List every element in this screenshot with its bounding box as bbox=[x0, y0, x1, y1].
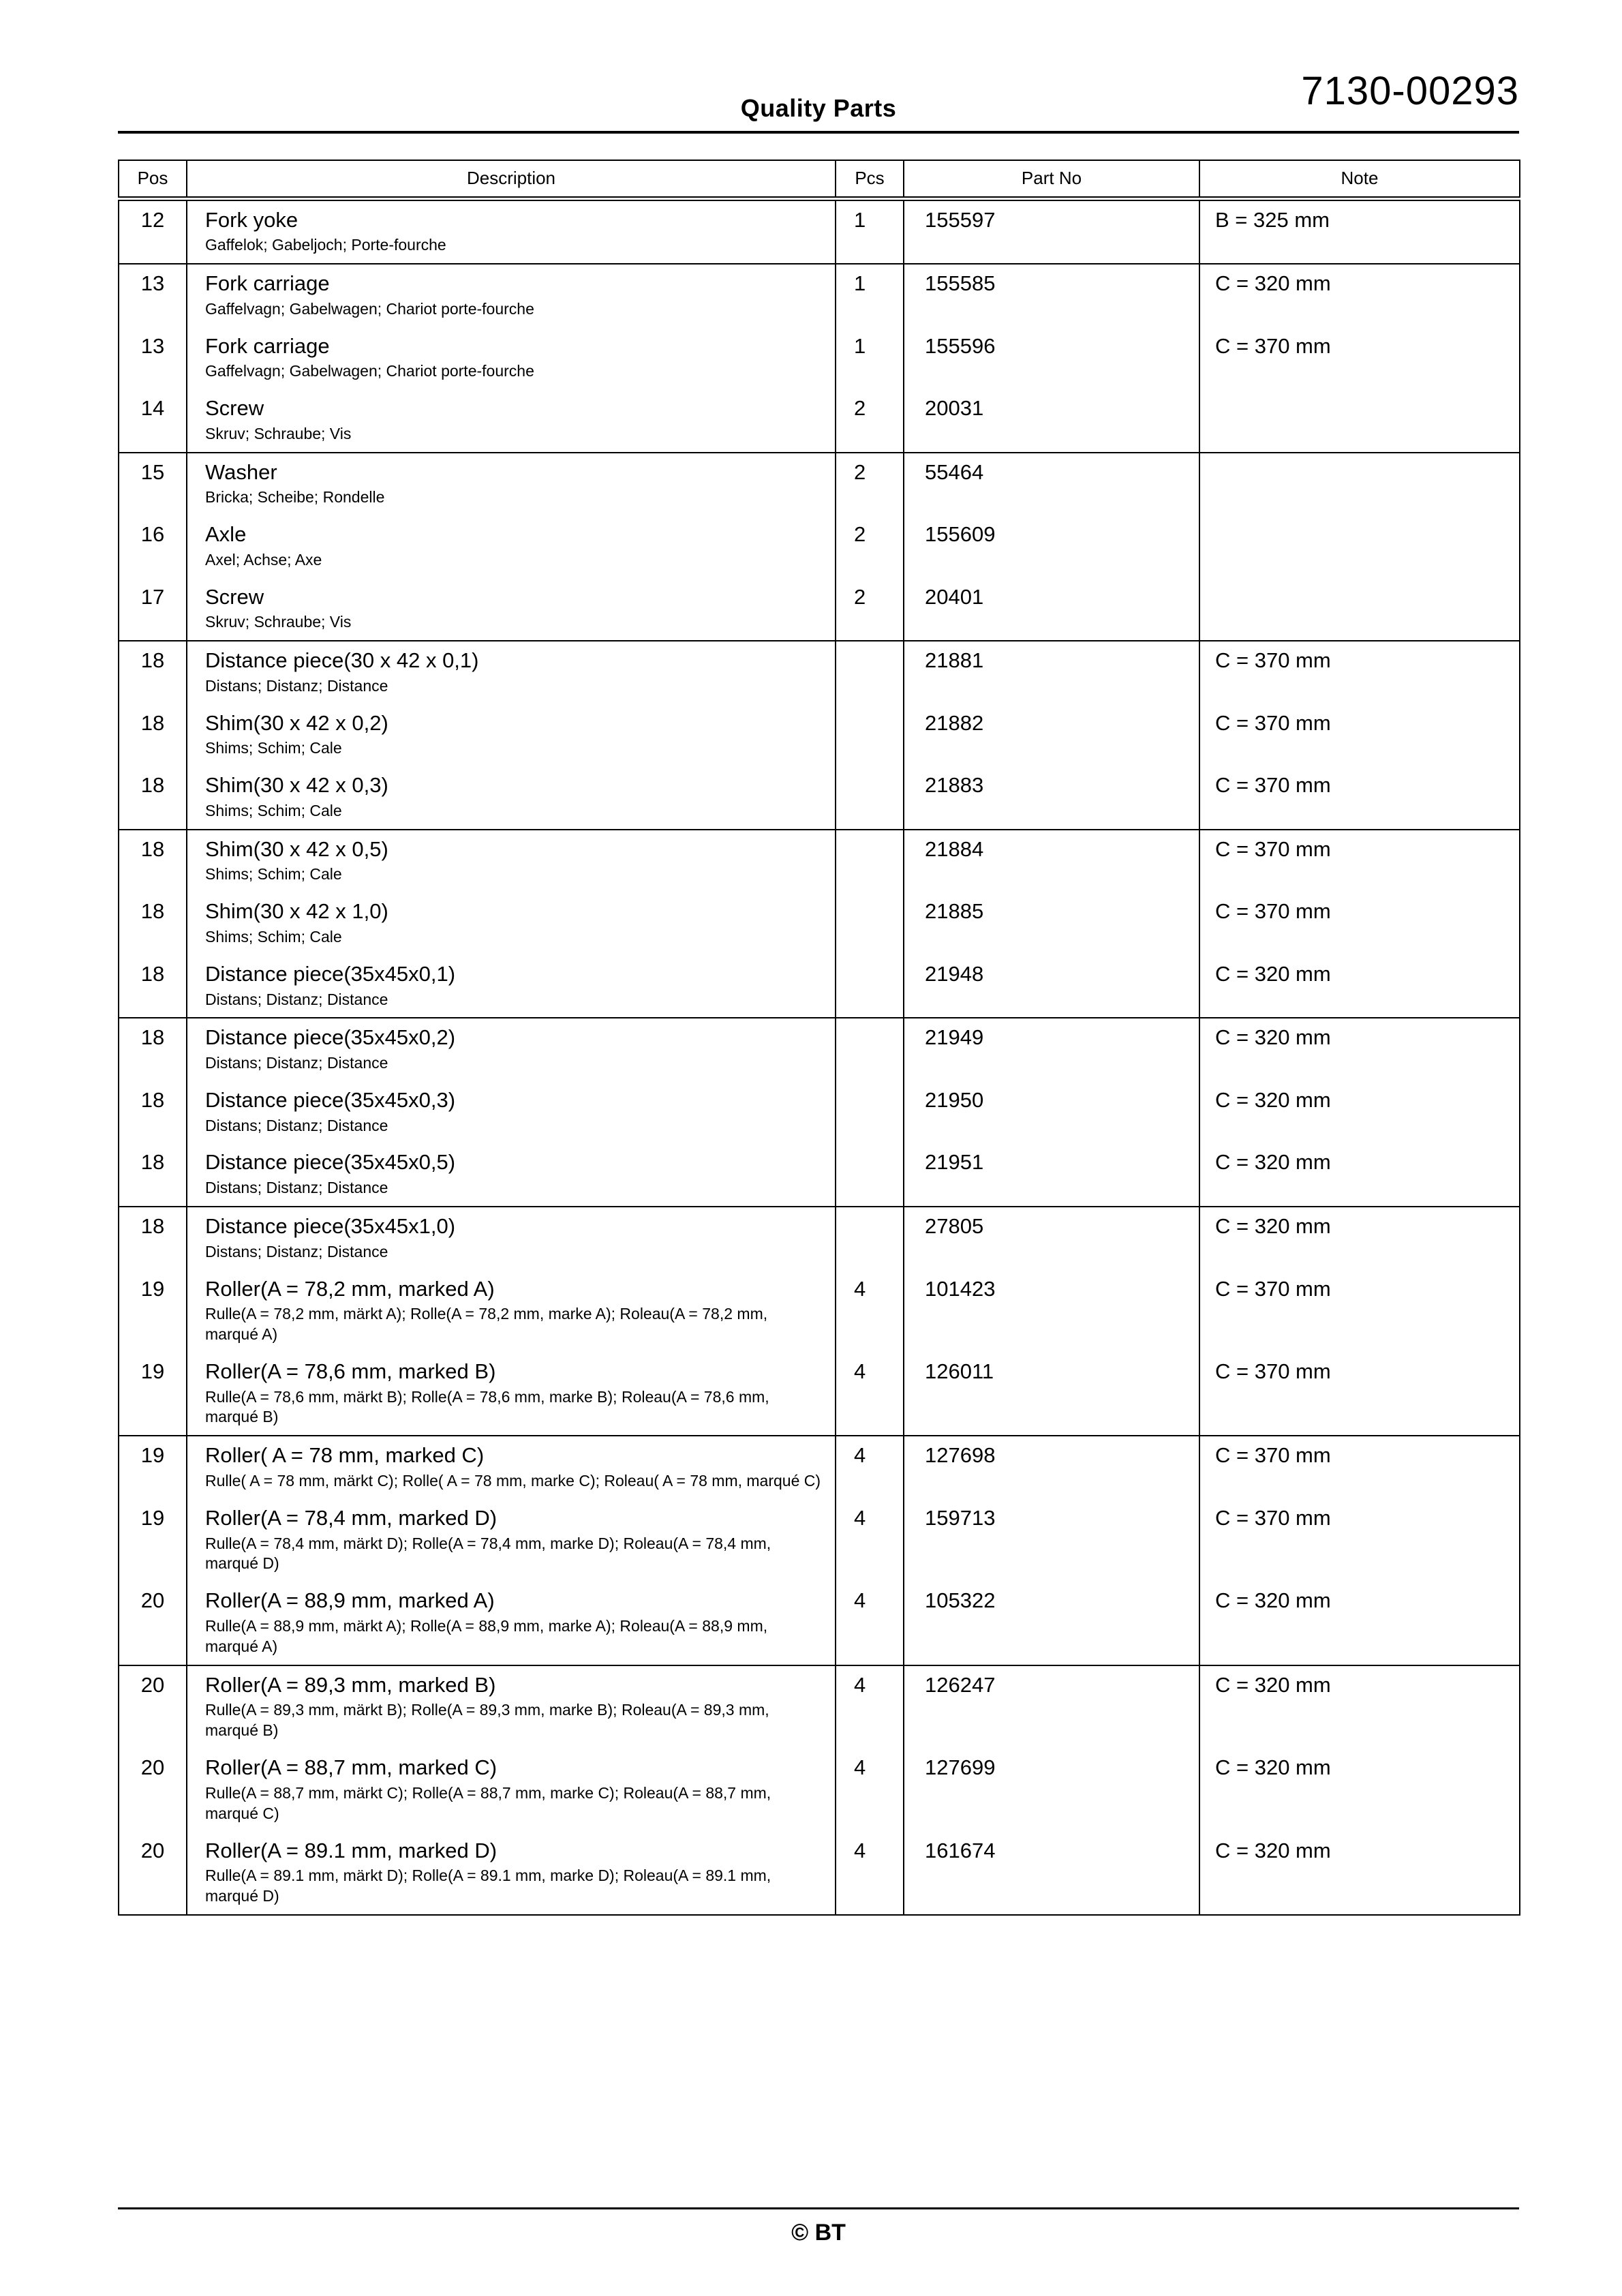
cell-pos: 19 bbox=[119, 1270, 187, 1353]
table-row bbox=[119, 389, 1520, 453]
cell-partno: 155609 bbox=[904, 515, 1199, 578]
cell-description bbox=[187, 892, 836, 955]
description-main: Fork yoke bbox=[205, 207, 299, 232]
table-row bbox=[119, 766, 1520, 830]
cell-partno: 21883 bbox=[904, 766, 1199, 830]
cell-note: C = 370 mm bbox=[1199, 1436, 1520, 1499]
cell-pos: 18 bbox=[119, 641, 187, 704]
table-row bbox=[119, 641, 1520, 704]
row-group bbox=[119, 641, 1520, 830]
parts-table bbox=[118, 160, 1520, 1916]
cell-description bbox=[187, 453, 836, 516]
table-row bbox=[119, 1665, 1520, 1749]
cell-partno: 155596 bbox=[904, 327, 1199, 390]
table-row bbox=[119, 1270, 1520, 1353]
description-main: Distance piece(35x45x0,2) bbox=[205, 1025, 456, 1050]
cell-note bbox=[1199, 578, 1520, 641]
cell-pos: 13 bbox=[119, 327, 187, 390]
description-translations: Skruv; Schraube; Vis bbox=[205, 424, 352, 442]
cell-pcs bbox=[836, 830, 904, 893]
cell-description bbox=[187, 198, 836, 264]
cell-partno: 20401 bbox=[904, 578, 1199, 641]
row-group bbox=[119, 198, 1520, 264]
cell-description bbox=[187, 1018, 836, 1081]
cell-partno: 21881 bbox=[904, 641, 1199, 704]
cell-pos: 19 bbox=[119, 1436, 187, 1499]
cell-partno: 21949 bbox=[904, 1018, 1199, 1081]
cell-pcs: 4 bbox=[836, 1749, 904, 1831]
description-translations: Shims; Schim; Cale bbox=[205, 927, 342, 946]
cell-description bbox=[187, 1143, 836, 1207]
cell-pcs: 4 bbox=[836, 1270, 904, 1353]
cell-description bbox=[187, 1353, 836, 1436]
description-translations: Gaffelvagn; Gabelwagen; Chariot porte-fourche bbox=[205, 362, 534, 380]
table-row bbox=[119, 1143, 1520, 1207]
description-main: Distance piece(35x45x0,5) bbox=[205, 1150, 456, 1175]
description-main: Shim(30 x 42 x 0,2) bbox=[205, 710, 388, 735]
description-translations: Rulle(A = 88,7 mm, märkt C); Rolle(A = 88,7 mm, marke C); Roleau(A = 88,7 mm, marqué C) bbox=[205, 1783, 771, 1822]
cell-partno: 21885 bbox=[904, 892, 1199, 955]
cell-note: C = 320 mm bbox=[1199, 1582, 1520, 1665]
cell-pos: 18 bbox=[119, 892, 187, 955]
cell-pos: 18 bbox=[119, 766, 187, 830]
description-main: Roller(A = 78,6 mm, marked B) bbox=[205, 1359, 496, 1383]
row-group bbox=[119, 830, 1520, 1018]
cell-partno: 20031 bbox=[904, 389, 1199, 453]
cell-partno: 127699 bbox=[904, 1749, 1199, 1831]
cell-partno: 155597 bbox=[904, 198, 1199, 264]
cell-note: C = 320 mm bbox=[1199, 1018, 1520, 1081]
header-divider bbox=[118, 131, 1519, 134]
cell-pos: 18 bbox=[119, 1207, 187, 1270]
cell-partno: 21950 bbox=[904, 1081, 1199, 1144]
cell-pcs: 4 bbox=[836, 1832, 904, 1915]
description-translations: Distans; Distanz; Distance bbox=[205, 1116, 388, 1134]
description-translations: Gaffelvagn; Gabelwagen; Chariot porte-fourche bbox=[205, 299, 534, 318]
cell-partno: 101423 bbox=[904, 1270, 1199, 1353]
table-row bbox=[119, 1081, 1520, 1144]
table-header bbox=[119, 160, 1520, 198]
row-group bbox=[119, 1018, 1520, 1207]
description-main: Screw bbox=[205, 396, 264, 421]
description-main: Washer bbox=[205, 459, 277, 484]
cell-pcs: 4 bbox=[836, 1582, 904, 1665]
column-header-description: Description bbox=[187, 160, 836, 198]
cell-note: C = 370 mm bbox=[1199, 830, 1520, 893]
cell-note: C = 320 mm bbox=[1199, 955, 1520, 1018]
description-main: Roller(A = 88,7 mm, marked C) bbox=[205, 1755, 498, 1780]
cell-partno: 21882 bbox=[904, 704, 1199, 767]
cell-pos: 18 bbox=[119, 704, 187, 767]
description-main: Distance piece(35x45x0,1) bbox=[205, 961, 456, 986]
cell-note: C = 370 mm bbox=[1199, 766, 1520, 830]
cell-partno: 161674 bbox=[904, 1832, 1199, 1915]
cell-partno: 27805 bbox=[904, 1207, 1199, 1270]
cell-note bbox=[1199, 515, 1520, 578]
cell-pcs bbox=[836, 1018, 904, 1081]
table-row bbox=[119, 198, 1520, 264]
cell-pcs: 2 bbox=[836, 453, 904, 516]
row-group bbox=[119, 1207, 1520, 1436]
table-row bbox=[119, 830, 1520, 893]
cell-pos: 19 bbox=[119, 1499, 187, 1582]
cell-pcs bbox=[836, 766, 904, 830]
cell-partno: 21948 bbox=[904, 955, 1199, 1018]
description-main: Fork carriage bbox=[205, 271, 330, 296]
table-row bbox=[119, 1353, 1520, 1436]
cell-note: C = 370 mm bbox=[1199, 1499, 1520, 1582]
cell-pcs: 4 bbox=[836, 1436, 904, 1499]
cell-note bbox=[1199, 389, 1520, 453]
description-main: Screw bbox=[205, 584, 264, 609]
table-row bbox=[119, 1499, 1520, 1582]
column-header-partno: Part No bbox=[904, 160, 1199, 198]
description-translations: Rulle( A = 78 mm, märkt C); Rolle( A = 78 mm, marke C); Roleau( A = 78 mm, marqué C) bbox=[205, 1472, 821, 1490]
description-translations: Gaffelok; Gabeljoch; Porte-fourche bbox=[205, 236, 446, 254]
cell-description bbox=[187, 327, 836, 390]
cell-partno: 155585 bbox=[904, 264, 1199, 327]
cell-note: C = 370 mm bbox=[1199, 641, 1520, 704]
column-header-note: Note bbox=[1199, 160, 1520, 198]
table-row bbox=[119, 515, 1520, 578]
cell-pcs bbox=[836, 1207, 904, 1270]
table-row bbox=[119, 264, 1520, 327]
cell-partno: 105322 bbox=[904, 1582, 1199, 1665]
cell-pcs bbox=[836, 892, 904, 955]
footer-divider bbox=[118, 2207, 1519, 2209]
cell-note: C = 370 mm bbox=[1199, 704, 1520, 767]
cell-pcs: 1 bbox=[836, 198, 904, 264]
description-translations: Rulle(A = 89.1 mm, märkt D); Rolle(A = 89.1 mm, marke D); Roleau(A = 89.1 mm, marqué D) bbox=[205, 1867, 771, 1905]
description-main: Roller(A = 78,4 mm, marked D) bbox=[205, 1505, 498, 1530]
cell-pos: 19 bbox=[119, 1353, 187, 1436]
row-group bbox=[119, 1436, 1520, 1665]
description-main: Shim(30 x 42 x 0,3) bbox=[205, 773, 388, 798]
row-group bbox=[119, 453, 1520, 641]
cell-pos: 20 bbox=[119, 1582, 187, 1665]
cell-pos: 15 bbox=[119, 453, 187, 516]
cell-pos: 18 bbox=[119, 1018, 187, 1081]
cell-pcs bbox=[836, 955, 904, 1018]
cell-pcs: 4 bbox=[836, 1499, 904, 1582]
description-translations: Skruv; Schraube; Vis bbox=[205, 613, 352, 631]
cell-partno: 126011 bbox=[904, 1353, 1199, 1436]
description-translations: Distans; Distanz; Distance bbox=[205, 990, 388, 1008]
cell-description bbox=[187, 515, 836, 578]
description-translations: Rulle(A = 78,6 mm, märkt B); Rolle(A = 78,6 mm, marke B); Roleau(A = 78,6 mm, marqué B) bbox=[205, 1387, 769, 1426]
cell-pcs: 4 bbox=[836, 1665, 904, 1749]
cell-partno: 21951 bbox=[904, 1143, 1199, 1207]
table-row bbox=[119, 1207, 1520, 1270]
description-translations: Shims; Schim; Cale bbox=[205, 865, 342, 883]
cell-pcs: 2 bbox=[836, 515, 904, 578]
description-translations: Axel; Achse; Axe bbox=[205, 550, 322, 569]
cell-note bbox=[1199, 453, 1520, 516]
cell-description bbox=[187, 704, 836, 767]
cell-note: C = 320 mm bbox=[1199, 1749, 1520, 1831]
cell-description bbox=[187, 389, 836, 453]
table-row bbox=[119, 453, 1520, 516]
cell-description bbox=[187, 1207, 836, 1270]
description-translations: Rulle(A = 78,2 mm, märkt A); Rolle(A = 78,2 mm, marke A); Roleau(A = 78,2 mm, marqué A) bbox=[205, 1305, 768, 1344]
cell-description bbox=[187, 830, 836, 893]
table-row bbox=[119, 704, 1520, 767]
description-main: Fork carriage bbox=[205, 333, 330, 358]
cell-pcs bbox=[836, 704, 904, 767]
description-translations: Distans; Distanz; Distance bbox=[205, 676, 388, 695]
cell-note: C = 370 mm bbox=[1199, 1353, 1520, 1436]
table-row bbox=[119, 1832, 1520, 1915]
table-row bbox=[119, 1582, 1520, 1665]
description-main: Distance piece(35x45x1,0) bbox=[205, 1214, 456, 1238]
description-main: Distance piece(35x45x0,3) bbox=[205, 1087, 456, 1112]
cell-pcs: 2 bbox=[836, 389, 904, 453]
table-row bbox=[119, 1749, 1520, 1831]
cell-description bbox=[187, 955, 836, 1018]
cell-pos: 18 bbox=[119, 955, 187, 1018]
description-translations: Rulle(A = 78,4 mm, märkt D); Rolle(A = 78,4 mm, marke D); Roleau(A = 78,4 mm, marqué D) bbox=[205, 1534, 771, 1573]
description-main: Distance piece(30 x 42 x 0,1) bbox=[205, 648, 479, 673]
cell-note: C = 320 mm bbox=[1199, 1832, 1520, 1915]
row-group bbox=[119, 264, 1520, 453]
cell-pos: 18 bbox=[119, 1081, 187, 1144]
parts-table-container bbox=[118, 160, 1519, 1916]
description-main: Roller( A = 78 mm, marked C) bbox=[205, 1443, 485, 1468]
table-row bbox=[119, 1018, 1520, 1081]
description-translations: Shims; Schim; Cale bbox=[205, 739, 342, 757]
column-header-pos: Pos bbox=[119, 160, 187, 198]
cell-description bbox=[187, 1081, 836, 1144]
cell-note: C = 320 mm bbox=[1199, 1081, 1520, 1144]
cell-description bbox=[187, 578, 836, 641]
cell-note: C = 370 mm bbox=[1199, 892, 1520, 955]
table-row bbox=[119, 578, 1520, 641]
cell-note: C = 370 mm bbox=[1199, 1270, 1520, 1353]
description-translations: Distans; Distanz; Distance bbox=[205, 1179, 388, 1197]
table-row bbox=[119, 892, 1520, 955]
copyright: © BT bbox=[791, 2220, 846, 2246]
cell-description bbox=[187, 1436, 836, 1499]
description-main: Axle bbox=[205, 522, 247, 547]
description-main: Roller(A = 89,3 mm, marked B) bbox=[205, 1672, 496, 1697]
cell-pos: 13 bbox=[119, 264, 187, 327]
cell-description bbox=[187, 1270, 836, 1353]
table-header-row bbox=[119, 160, 1520, 198]
cell-description bbox=[187, 766, 836, 830]
column-header-pcs: Pcs bbox=[836, 160, 904, 198]
cell-partno: 127698 bbox=[904, 1436, 1199, 1499]
cell-partno: 126247 bbox=[904, 1665, 1199, 1749]
cell-pcs: 2 bbox=[836, 578, 904, 641]
cell-note: B = 325 mm bbox=[1199, 198, 1520, 264]
cell-partno: 21884 bbox=[904, 830, 1199, 893]
cell-description bbox=[187, 641, 836, 704]
description-main: Roller(A = 78,2 mm, marked A) bbox=[205, 1276, 495, 1301]
cell-pcs bbox=[836, 1143, 904, 1207]
document-number: 7130-00293 bbox=[1301, 69, 1519, 113]
page-title: Quality Parts bbox=[740, 94, 897, 122]
cell-description bbox=[187, 1665, 836, 1749]
cell-pos: 18 bbox=[119, 1143, 187, 1207]
cell-description bbox=[187, 1582, 836, 1665]
cell-pos: 18 bbox=[119, 830, 187, 893]
description-translations: Bricka; Scheibe; Rondelle bbox=[205, 488, 385, 507]
cell-pcs: 1 bbox=[836, 327, 904, 390]
cell-pos: 20 bbox=[119, 1665, 187, 1749]
cell-pos: 12 bbox=[119, 198, 187, 264]
cell-pcs bbox=[836, 1081, 904, 1144]
cell-note: C = 320 mm bbox=[1199, 1143, 1520, 1207]
cell-partno: 159713 bbox=[904, 1499, 1199, 1582]
description-main: Shim(30 x 42 x 1,0) bbox=[205, 899, 388, 924]
cell-note: C = 320 mm bbox=[1199, 1665, 1520, 1749]
description-main: Roller(A = 89.1 mm, marked D) bbox=[205, 1838, 498, 1862]
row-group bbox=[119, 1665, 1520, 1915]
page-header bbox=[118, 0, 1519, 134]
cell-pcs: 4 bbox=[836, 1353, 904, 1436]
cell-description bbox=[187, 264, 836, 327]
cell-note: C = 370 mm bbox=[1199, 327, 1520, 390]
cell-description bbox=[187, 1832, 836, 1915]
description-main: Roller(A = 88,9 mm, marked A) bbox=[205, 1588, 495, 1613]
cell-note: C = 320 mm bbox=[1199, 264, 1520, 327]
description-main: Shim(30 x 42 x 0,5) bbox=[205, 836, 388, 861]
cell-pos: 16 bbox=[119, 515, 187, 578]
description-translations: Rulle(A = 89,3 mm, märkt B); Rolle(A = 89,3 mm, marke B); Roleau(A = 89,3 mm, marqué B) bbox=[205, 1701, 769, 1740]
table-row bbox=[119, 327, 1520, 390]
description-translations: Distans; Distanz; Distance bbox=[205, 1242, 388, 1260]
cell-pcs: 1 bbox=[836, 264, 904, 327]
table-row bbox=[119, 955, 1520, 1018]
table-row bbox=[119, 1436, 1520, 1499]
cell-pcs bbox=[836, 641, 904, 704]
cell-pos: 20 bbox=[119, 1749, 187, 1831]
cell-note: C = 320 mm bbox=[1199, 1207, 1520, 1270]
cell-partno: 55464 bbox=[904, 453, 1199, 516]
cell-pos: 17 bbox=[119, 578, 187, 641]
description-translations: Shims; Schim; Cale bbox=[205, 801, 342, 819]
cell-description bbox=[187, 1499, 836, 1582]
cell-pos: 14 bbox=[119, 389, 187, 453]
cell-description bbox=[187, 1749, 836, 1831]
description-translations: Distans; Distanz; Distance bbox=[205, 1054, 388, 1072]
cell-pos: 20 bbox=[119, 1832, 187, 1915]
description-translations: Rulle(A = 88,9 mm, märkt A); Rolle(A = 88,9 mm, marke A); Roleau(A = 88,9 mm, marqué A) bbox=[205, 1616, 768, 1655]
